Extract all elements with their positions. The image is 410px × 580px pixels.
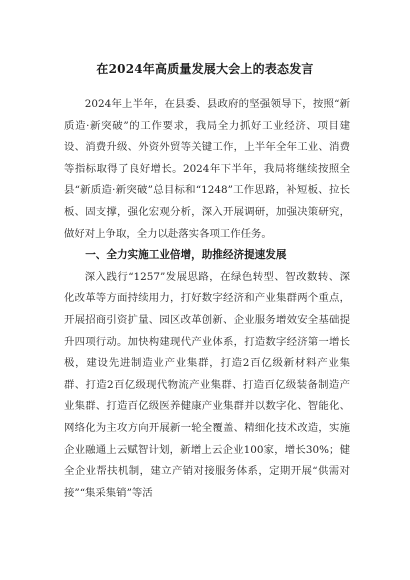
section-heading-1: 一、全力实施工业倍增，助推经济提速发展 bbox=[85, 249, 287, 262]
paragraph-section-1: 深入践行“1257”发展思路，在绿色转型、智改数转、深化改革等方面持续用力，打好数字经济和产业集群两个重点，开展招商引资扩量、园区改革创新、企业服务增效安全基础提升四项行动。加快构建现代产业体系，打造数字经济第一增长极，建设先进制造业产业集群，打造2百亿级新材料产业集群、打造2百亿级现代物流产业集群、打造百亿级装备制造产业集群、打造百亿级医养健康产业集群并以数字化、智能化、网络化为主攻方向开展新一轮全覆盖、精细化技术改造，实施企业融通上云赋智计划，新增上云企业100家，增长30%；健全企业帮扶机制，建立产销对接服务体系，定期开展“供需对接”“集采集销”等活 bbox=[64, 270, 350, 499]
document-title: 在2024年高质量发展大会上的表态发言 bbox=[96, 62, 314, 76]
document-body bbox=[64, 94, 350, 504]
paragraph-intro: 2024年上半年，在县委、县政府的坚强领导下，按照“新质造·新突破”的工作要求，我局全力抓好工业经济、项目建设、消费升级、外资外贸等关键工作，上半年全年工业、消费等指标取得了良好增长。2024年下半年，我局将继续按照全县“新质造·新突破”总目标和“1248”工作思路，补短板、拉长板、固支撑，强化宏观分析，深入开展调研，加强决策研究，做好对上争取，全力以赴落实各项工作任务。 bbox=[64, 98, 350, 240]
